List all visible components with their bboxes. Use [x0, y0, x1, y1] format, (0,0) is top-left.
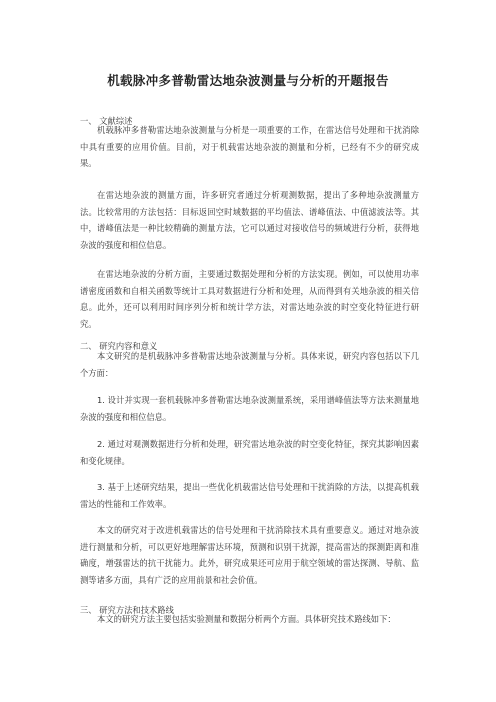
paragraph-measurement-methods: 在雷达地杂波的测量方面，许多研究者通过分析观测数据，提出了多种地杂波测量方法。比较常用的方法包括：目标返回空时域数据的平均值法、谱峰值法、中值滤波法等。其中，谱峰值法是一种比较精确的测量方法，它可以通过对接收信号的频域进行分析，获得地杂波的强度和相位信息。 — [80, 190, 419, 250]
section-heading-research-content: 二、 研究内容和意义 — [80, 341, 158, 351]
paragraph-item-2: 2. 通过对观测数据进行分析和处理，研究雷达地杂波的时空变化特征，探究其影响因素和变化规律。 — [80, 439, 419, 466]
paragraph-significance: 本文的研究对于改进机载雷达的信号处理和干扰消除技术具有重要意义。通过对地杂波进行测量和分析，可以更好地理解雷达环境，预测和识别干扰源，提高雷达的探测距离和准确度，增强雷达的抗干扰能力。此外，研究成果还可应用于航空领域的雷达探测、导航、监测等诸多方面，具有广泛的应用前景和社会价值。 — [80, 525, 419, 585]
section-heading-literature-review: 一、 文献综述 — [80, 116, 133, 126]
paragraph-research-intro: 本文研究的是机载脉冲多普勒雷达地杂波测量与分析。具体来说，研究内容包括以下几个方面： — [80, 351, 419, 378]
paragraph-analysis-methods: 在雷达地杂波的分析方面，主要通过数据处理和分析的方法实现。例如，可以使用功率谱密度函数和自相关函数等统计工具对数据进行分析和处理，从而得到有关地杂波的相关信息。此外，还可以利用时间序列分析和统计学方法，对雷达地杂波的时空变化特征进行研究。 — [80, 269, 419, 329]
paragraph-overview: 机载脉冲多普勒雷达地杂波测量与分析是一项重要的工作，在雷达信号处理和干扰消除中具有重要的应用价值。目前，对于机载雷达地杂波的测量和分析，已经有不少的研究成果。 — [80, 125, 419, 168]
paragraph-methods-intro: 本文的研究方法主要包括实验测量和数据分析两个方面。具体研究技术路线如下： — [97, 614, 396, 624]
report-title: 机载脉冲多普勒雷达地杂波测量与分析的开题报告 — [107, 73, 389, 88]
paragraph-item-1: 1. 设计并实现一套机载脉冲多普勒雷达地杂波测量系统，采用谱峰值法等方法来测量地杂波的强度和相位信息。 — [80, 395, 419, 422]
section-heading-methods: 三、 研究方法和技术路线 — [80, 605, 174, 615]
paragraph-item-3: 3. 基于上述研究结果，提出一些优化机载雷达信号处理和干扰消除的方法，以提高机载雷达的性能和工作效率。 — [80, 482, 419, 509]
